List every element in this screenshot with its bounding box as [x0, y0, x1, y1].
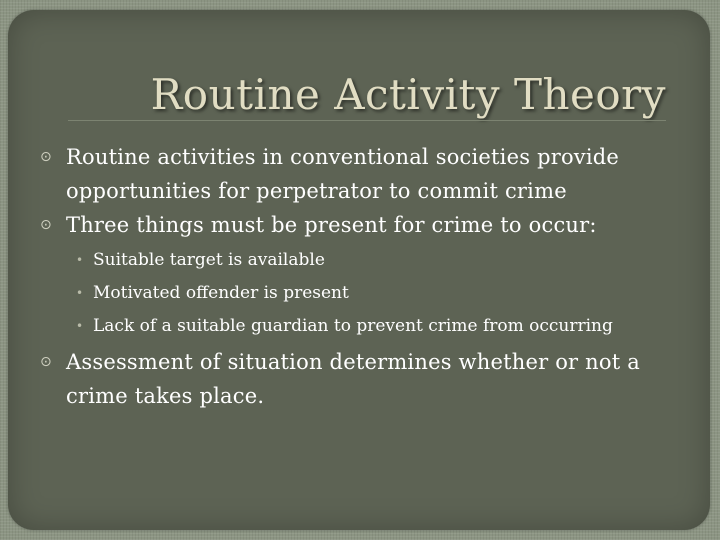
circled-dot-icon: ⊙ — [40, 354, 52, 370]
bullet-text: Three things must be present for crime to occur: — [66, 213, 597, 237]
bullet-item — [36, 345, 676, 413]
small-dot-icon: • — [76, 319, 84, 333]
bullet-text: Routine activities in conventional societies provide opportunities for perpetrator to commit crime — [66, 145, 620, 203]
circled-dot-icon: ⊙ — [40, 149, 52, 165]
small-dot-icon: • — [76, 286, 84, 300]
slide-title: Routine Activity Theory — [150, 70, 666, 119]
circled-dot-icon: ⊙ — [40, 217, 52, 233]
bullet-item — [36, 208, 676, 242]
sub-bullet-item — [36, 310, 676, 343]
bullet-text: Assessment of situation determines whether or not a crime takes place. — [66, 350, 640, 408]
sub-bullet-item — [36, 277, 676, 310]
sub-bullet-item — [36, 244, 676, 277]
sub-bullet-list — [36, 244, 676, 343]
title-divider — [68, 120, 666, 121]
small-dot-icon: • — [76, 253, 84, 267]
sub-bullet-text: Lack of a suitable guardian to prevent crime from occurring — [93, 316, 613, 336]
bullet-item — [36, 140, 676, 208]
slide-content — [36, 140, 676, 413]
sub-bullet-text: Motivated offender is present — [93, 283, 349, 303]
sub-bullet-text: Suitable target is available — [93, 250, 325, 270]
